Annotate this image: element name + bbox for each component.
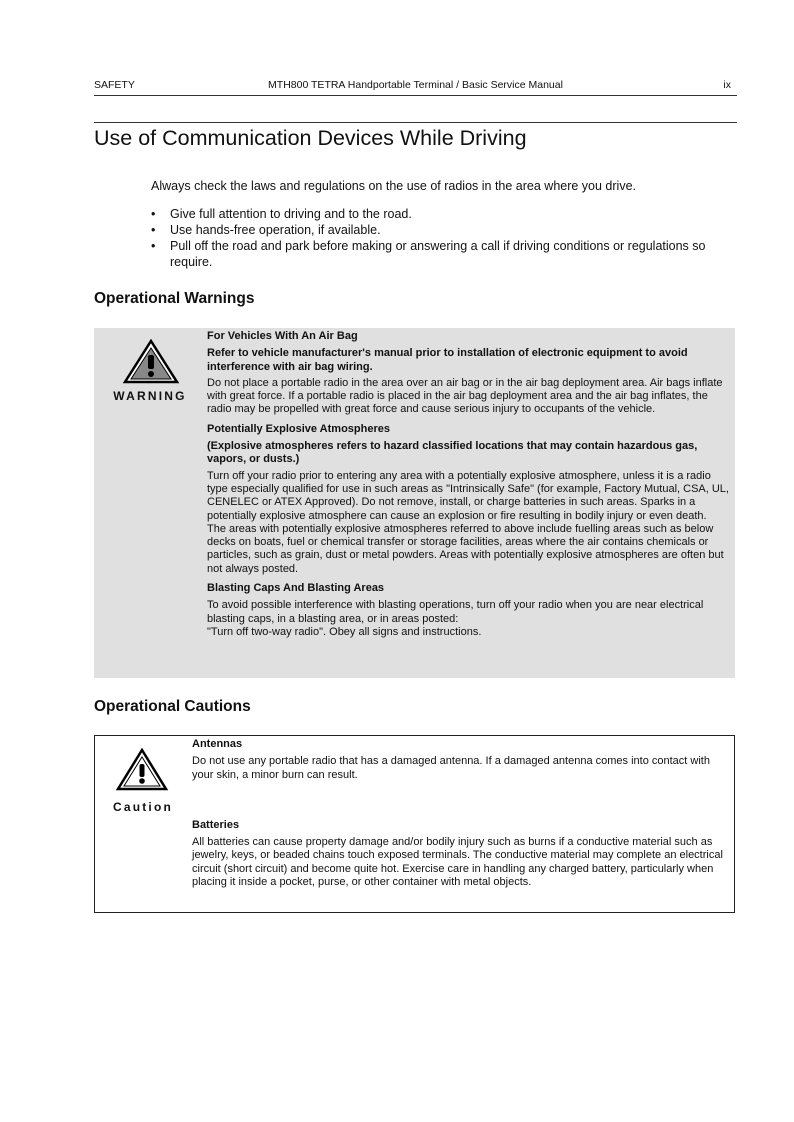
page-title: Use of Communication Devices While Driving xyxy=(94,126,527,150)
warning-content xyxy=(207,330,731,639)
bullet-marker: • xyxy=(151,223,156,237)
airbag-lead: Refer to vehicle manufacturer's manual prior to installation of electronic equipment to avoid interference with air bag wiring. xyxy=(207,347,688,373)
header-page-number: ix xyxy=(723,79,731,91)
intro-text: Always check the laws and regulations on the use of radios in the area where you drive. xyxy=(151,179,636,193)
page-header xyxy=(94,79,737,96)
bullet-marker: • xyxy=(151,239,156,253)
list-item: • Use hands-free operation, if available. xyxy=(151,223,381,237)
blasting-title: Blasting Caps And Blasting Areas xyxy=(207,582,385,595)
list-item: • Give full attention to driving and to the road. xyxy=(151,207,412,221)
operational-warnings-heading: Operational Warnings xyxy=(94,290,255,307)
driving-bullet-list xyxy=(151,206,741,270)
batteries-body: All batteries can cause property damage and/or bodily injury such as burns if a conductive material such as jewelry, keys, or beaded chains touch exposed terminals. The conductive material may complete an electrical circuit (short circuit) and become quite hot. Exercise care in handling any charged battery, particularly when placing it inside a pocket, purse, or other container with metal objects. xyxy=(192,836,723,889)
list-item: • Pull off the road and park before making or answering a call if driving conditions or regulations so require. xyxy=(151,239,706,269)
antennas-title: Antennas xyxy=(192,738,243,750)
airbag-body: Do not place a portable radio in the area over an air bag or in the air bag deployment area. Air bags inflate with great force. If a portable radio is placed in the air bag deployment area and the air bag inflates, the radio may be propelled with great force and cause serious injury to occupants of the vehicle. xyxy=(207,376,723,416)
warning-triangle-icon xyxy=(122,339,180,385)
bullet-marker: • xyxy=(151,207,156,221)
operational-cautions-heading: Operational Cautions xyxy=(94,698,251,715)
caution-triangle-icon xyxy=(115,748,169,792)
caution-box xyxy=(94,735,735,913)
title-divider xyxy=(94,122,737,123)
explosive-body-2: The areas with potentially explosive atmospheres referred to above include fuelling areas such as below decks on boats, fuel or chemical transfer or storage facilities, areas where the air contains chemicals or particles, such as grain, dust or metal powders. Areas with potentially explosive atmospheres are often but not always posted. xyxy=(207,522,724,575)
warning-label: WARNING xyxy=(113,389,187,403)
caution-content xyxy=(192,738,730,889)
explosive-body-1: Turn off your radio prior to entering any area with a potentially explosive atmosphere, unless it is a radio type especially qualified for use in such areas as "Intrinsically Safe" (for example, Factory Mutual, CSA, UL, CENELEC or ATEX Approved). Do not remove, install, or charge batteries in such areas. Sparks in a potentially explosive atmosphere can cause an explosion or fire resulting in bodily injury or even death. xyxy=(207,469,729,522)
header-doc-title: MTH800 TETRA Handportable Terminal / Basic Service Manual xyxy=(268,79,563,91)
batteries-title: Batteries xyxy=(192,818,240,831)
warning-box xyxy=(94,328,735,678)
blasting-body-2: "Turn off two-way radio". Obey all signs and instructions. xyxy=(207,625,482,638)
caution-label: Caution xyxy=(112,800,174,814)
blasting-body-1: To avoid possible interference with blasting operations, turn off your radio when you are near electrical blasting caps, in a blasting area, or in areas posted: xyxy=(207,599,704,625)
antennas-body: Do not use any portable radio that has a damaged antenna. If a damaged antenna comes into contact with your skin, a minor burn can result. xyxy=(192,755,710,781)
explosive-title: Potentially Explosive Atmospheres xyxy=(207,422,390,435)
header-section: SAFETY xyxy=(94,79,135,91)
airbag-title: For Vehicles With An Air Bag xyxy=(207,330,358,342)
explosive-lead: (Explosive atmospheres refers to hazard classified locations that may contain hazardous gas, vapors, or dusts.) xyxy=(207,440,698,466)
